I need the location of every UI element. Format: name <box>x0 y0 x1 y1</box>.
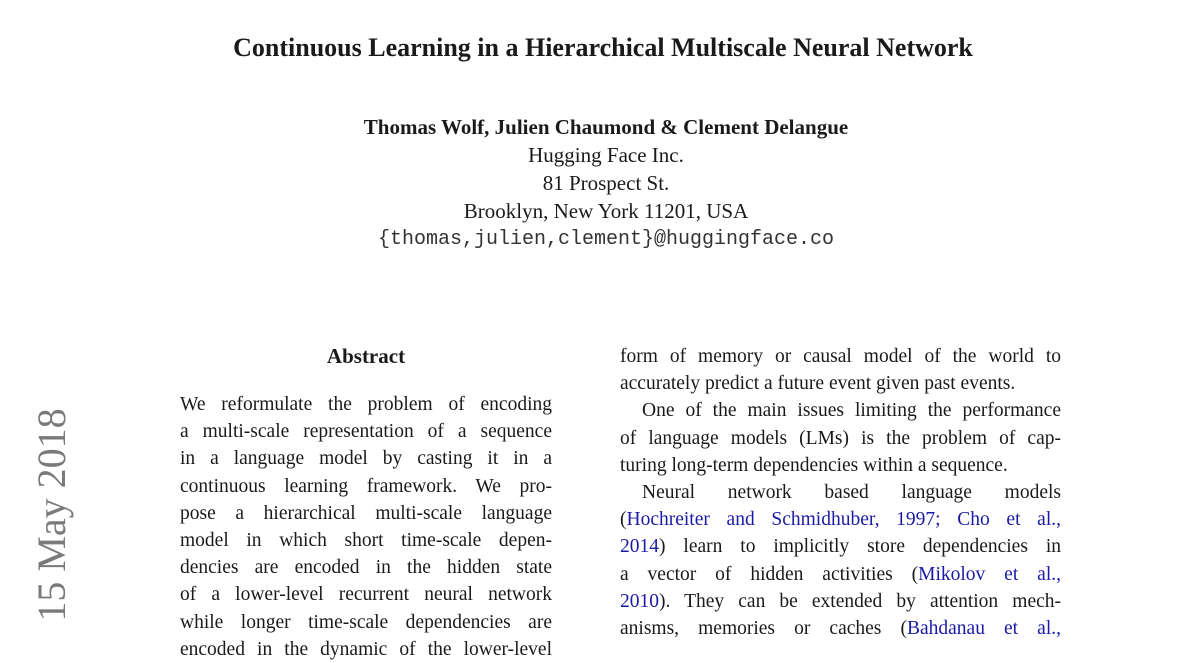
affiliation-city: Brooklyn, New York 11201, USA <box>463 199 749 223</box>
citation-link-hochreiter-cho[interactable]: Hochreiter and Schmidhuber, 1997; Cho et al., <box>626 509 1061 531</box>
citation-link-bahdanau[interactable]: Bahdanau et al., <box>906 617 1061 639</box>
intro-line: Neural network based language models <box>642 481 1061 503</box>
paren-open: ( <box>620 509 627 531</box>
abstract-line: We reformulate the problem of encoding <box>180 394 552 415</box>
author-list: Thomas Wolf, Julien Chaumond & Clement Delangue <box>363 115 849 139</box>
citation-link-cho-year[interactable]: 2014 <box>620 536 659 558</box>
intro-text: a vector of hidden activities ( <box>620 563 919 585</box>
intro-line <box>620 588 1061 615</box>
abstract-line: while longer time-scale dependencies are <box>180 611 552 633</box>
abstract-line: dencies are encoded in the hidden state <box>180 557 552 579</box>
affiliation-street: 81 Prospect St. <box>542 171 670 195</box>
abstract-line: model in which short time-scale depen- <box>180 529 552 551</box>
abstract-line: of a lower-level recurrent neural network <box>180 584 552 606</box>
abstract-line: encoded in the dynamic of the lower-level <box>180 638 552 660</box>
intro-line: One of the main issues limiting the performance <box>642 400 1061 422</box>
intro-line: form of memory or causal model of the world to <box>620 346 1061 367</box>
intro-body <box>620 343 1061 642</box>
abstract-heading: Abstract <box>326 344 406 368</box>
affiliation-org: Hugging Face Inc. <box>528 143 684 167</box>
intro-line <box>620 533 1061 560</box>
abstract-line: pose a hierarchical multi-scale language <box>180 502 552 524</box>
citation-link-mikolov[interactable]: Mikolov et al., <box>918 563 1061 585</box>
intro-text: anisms, memories or caches ( <box>620 617 907 639</box>
intro-line: of language models (LMs) is the problem of cap- <box>620 427 1061 449</box>
intro-line <box>620 506 1061 533</box>
intro-line <box>620 615 1061 642</box>
intro-line <box>620 561 1061 588</box>
intro-line: accurately predict a future event given past events. <box>620 373 1016 395</box>
intro-text: ) learn to implicitly store dependencies in <box>659 536 1061 558</box>
abstract-line: continuous learning framework. We pro- <box>180 475 552 497</box>
citation-link-mikolov-year[interactable]: 2010 <box>620 590 659 612</box>
author-emails: {thomas,julien,clement}@huggingface.co <box>377 228 835 251</box>
intro-line: turing long-term dependencies within a sequence. <box>620 454 1008 476</box>
abstract-body <box>180 391 552 663</box>
intro-text: ). They can be extended by attention mech- <box>659 590 1061 612</box>
paper-title: Continuous Learning in a Hierarchical Multiscale Neural Network <box>233 33 973 62</box>
abstract-line: a multi-scale representation of a sequence <box>180 421 552 443</box>
abstract-line: in a language model by casting it in a <box>180 448 552 470</box>
arxiv-date-stamp: 15 May 2018 <box>29 408 74 622</box>
